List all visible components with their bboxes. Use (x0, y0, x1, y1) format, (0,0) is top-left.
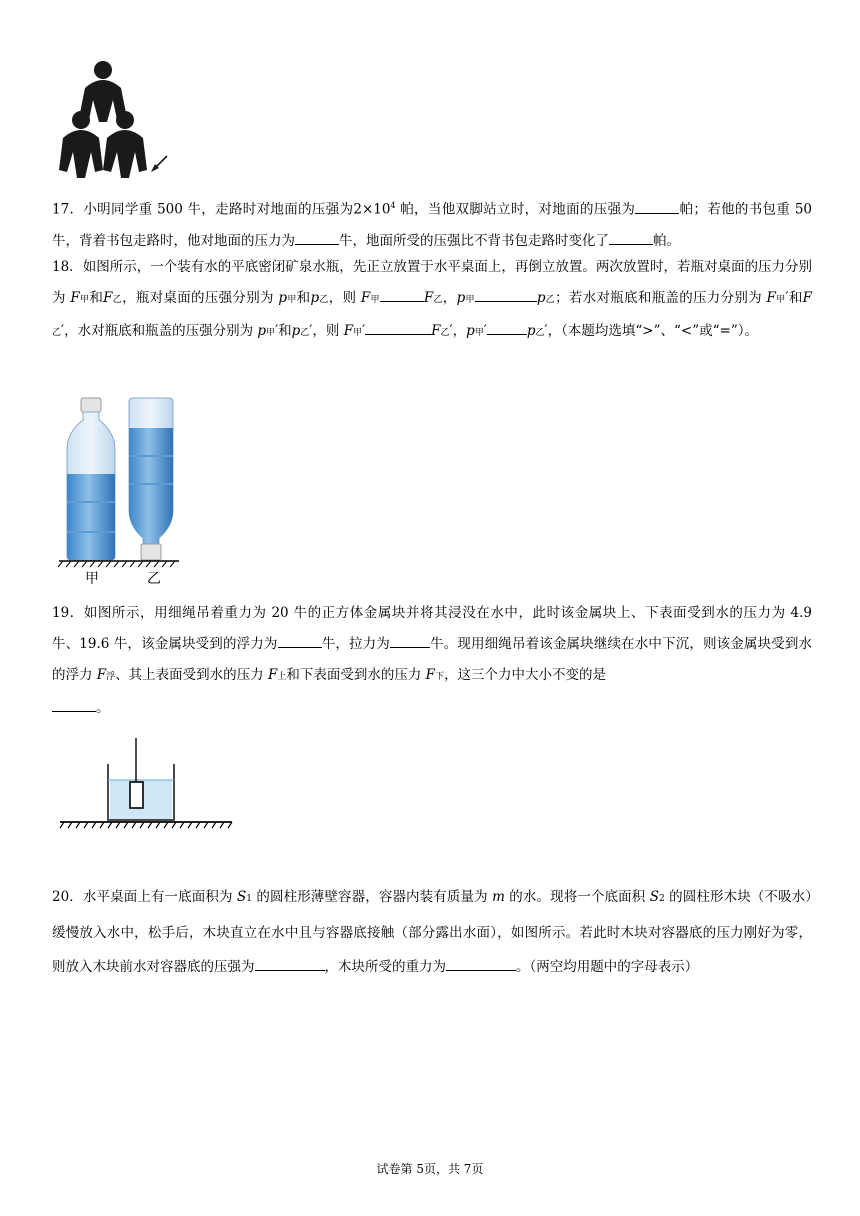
q18-var: ′ (785, 290, 789, 306)
question-18 (52, 252, 812, 349)
q18-var: ′ (362, 323, 366, 339)
q18-text-7: ，（本题均选填“>”、“<”或“=”）。 (547, 323, 758, 339)
q18-var: F (360, 290, 371, 306)
q20-blank-2[interactable] (446, 956, 516, 971)
label-jia: 甲 (85, 571, 99, 587)
q18-var: p (536, 290, 546, 306)
q18-blank-1[interactable] (380, 287, 424, 302)
q18-var: 甲 (370, 295, 380, 305)
q19-text-1: 如图所示，用细绳吊着重力为 20 牛的正方体金属块并将其浸没在水中，此时该金属块上、下表面受到水的压力为 4.9 牛、19.6 牛，该金属块受到的浮力为 (52, 605, 812, 652)
q18-var: ′ (544, 323, 548, 339)
q18-var: p (310, 290, 320, 306)
q20-number: 20． (52, 889, 83, 905)
q18-var: p (278, 290, 288, 306)
q18-var: 乙 (535, 328, 545, 338)
question-17 (52, 190, 812, 257)
q19-var: 上 (277, 672, 287, 682)
q17-text-2: 帕，当他双脚站立时，对地面的压强为 (395, 201, 636, 218)
q18-var: p (456, 290, 466, 306)
label-yi: 乙 (147, 571, 161, 587)
q19-text-7: 。 (96, 700, 110, 716)
question-19 (52, 598, 812, 724)
q18-blank-3[interactable] (365, 320, 431, 335)
bottles-figure (55, 392, 180, 588)
bottle-upright (67, 398, 115, 560)
q17-text-4: 牛，地面所受的压强比不背书包走路时变化了 (339, 232, 609, 249)
q19-text-2: 牛，拉力为 (321, 636, 390, 652)
q17-number: 17． (52, 201, 84, 218)
q18-text: 和 (89, 290, 104, 306)
q18-var: 甲 (353, 328, 363, 338)
q18-var: 甲 (775, 295, 786, 305)
q18-text: 和 (296, 290, 311, 306)
q17-text-5: 帕。 (653, 232, 680, 249)
q18-var: 甲 (79, 295, 90, 305)
q18-var: F (343, 323, 354, 339)
q17-blank-1[interactable] (635, 199, 679, 214)
q20-text-1: 水平桌面上有一底面积为 (82, 889, 237, 905)
q20-blank-1[interactable] (255, 956, 325, 971)
q18-var: p (526, 323, 536, 339)
q20-text-4: 的圆柱形木块（不吸水）缓慢放入水中，松手后，木块直立在水中且与容器底接触（部分露出水面），如图所示。若此时木块对容器底的压力刚好为零，则放入木块前水对容器底的压强为 (52, 889, 812, 975)
q18-var: 乙 (433, 295, 443, 305)
q18-text-6: ，则 (312, 323, 344, 339)
q18-text: 和 (278, 323, 292, 339)
q18-text: ， (442, 290, 457, 306)
q18-text-5: ，水对瓶底和瓶盖的压强分别为 (64, 323, 258, 339)
q17-text-3: 帕；若他的书包重 50 牛，背着书包走路时，他对地面的压力为 (52, 201, 812, 249)
q18-blank-2[interactable] (475, 287, 537, 302)
q18-var: 乙 (319, 295, 329, 305)
q18-var: 甲 (474, 328, 484, 338)
q18-var: 甲 (287, 295, 297, 305)
q20-var: 2 (659, 894, 665, 904)
q20-text-3: 的水。现将一个底面积 (504, 889, 650, 905)
q19-var: 下 (435, 672, 445, 682)
q20-text-2: 的圆柱形薄壁容器，容器内装有质量为 (251, 889, 493, 905)
q19-number: 19． (52, 605, 84, 621)
q17-blank-3[interactable] (609, 230, 653, 245)
q18-var: p (257, 323, 267, 339)
q19-var: 浮 (106, 672, 116, 682)
q18-text-3: ，则 (328, 290, 361, 306)
q18-text-4: ；若水对瓶底和瓶盖的压力分别为 (555, 290, 767, 306)
q18-blank-4[interactable] (487, 320, 527, 335)
q18-var: F (431, 323, 441, 339)
q19-text-5: 和下表面受到水的压力 (286, 667, 426, 683)
q19-blank-1[interactable] (278, 633, 322, 648)
q17-pressure-base: 2×10 (353, 201, 391, 218)
q18-var: F (70, 290, 80, 306)
q20-var: S (649, 889, 660, 905)
q18-var: p (466, 323, 475, 339)
q18-var: 甲 (266, 328, 276, 338)
q18-var: 甲 (465, 295, 475, 305)
q20-text-6: 。（两空均用题中的字母表示） (516, 959, 699, 975)
bottle-inverted (129, 398, 173, 560)
question-20 (52, 880, 812, 984)
q20-text-5: ，木块所受的重力为 (324, 959, 446, 975)
q18-var: ′ (61, 323, 65, 339)
q18-var: 乙 (112, 295, 123, 305)
q18-var: F (766, 290, 776, 306)
q18-var: 乙 (300, 328, 310, 338)
q18-var: F (802, 290, 813, 306)
q18-text-2: ，瓶对桌面的压强分别为 (122, 290, 279, 306)
q18-var: F (103, 290, 113, 306)
q17-blank-2[interactable] (295, 230, 339, 245)
q18-var: p (291, 323, 301, 339)
q18-var: ′ (483, 323, 487, 339)
q18-var: ′ (309, 323, 313, 339)
q18-var: 乙 (52, 328, 62, 338)
q19-var: F (425, 667, 436, 683)
q18-number: 18． (52, 259, 83, 275)
q20-var: 1 (246, 894, 252, 904)
q18-text: 和 (788, 290, 803, 306)
q17-text-1: 小明同学重 500 牛，走路时对地面的压强为 (83, 201, 354, 218)
q20-var: S (236, 889, 247, 905)
page-footer: 试卷第 5页，共 7页 (376, 1162, 484, 1176)
q19-text-4: 、其上表面受到水的压力 (115, 667, 268, 683)
q19-text-3: 牛。现用细绳吊着该金属块继续在水中下沉，则该金属块受到水的浮力 (52, 636, 813, 683)
q17-pressure-exp: 4 (390, 201, 396, 210)
q19-blank-2[interactable] (390, 633, 430, 648)
q18-var: ′ (275, 323, 279, 339)
q19-text-6: ，这三个力中大小不变的是 (444, 667, 607, 683)
submerged-block-figure (58, 738, 234, 830)
q19-var: F (96, 667, 107, 683)
q19-var: F (267, 667, 278, 683)
human-pyramid-figure (55, 58, 175, 184)
q18-text-1: 如图所示，一个装有水的平底密闭矿泉水瓶，先正立放置于水平桌面上，再倒立放置。两次放置时，若瓶对桌面的压力分别为 (52, 259, 813, 306)
q18-var: 乙 (440, 328, 450, 338)
q18-var: F (423, 290, 434, 306)
q18-var: 乙 (545, 295, 556, 305)
q18-var: ′ (449, 323, 453, 339)
q19-blank-3[interactable] (52, 697, 96, 712)
q20-var: m (492, 889, 505, 905)
q18-text: ， (452, 323, 467, 339)
